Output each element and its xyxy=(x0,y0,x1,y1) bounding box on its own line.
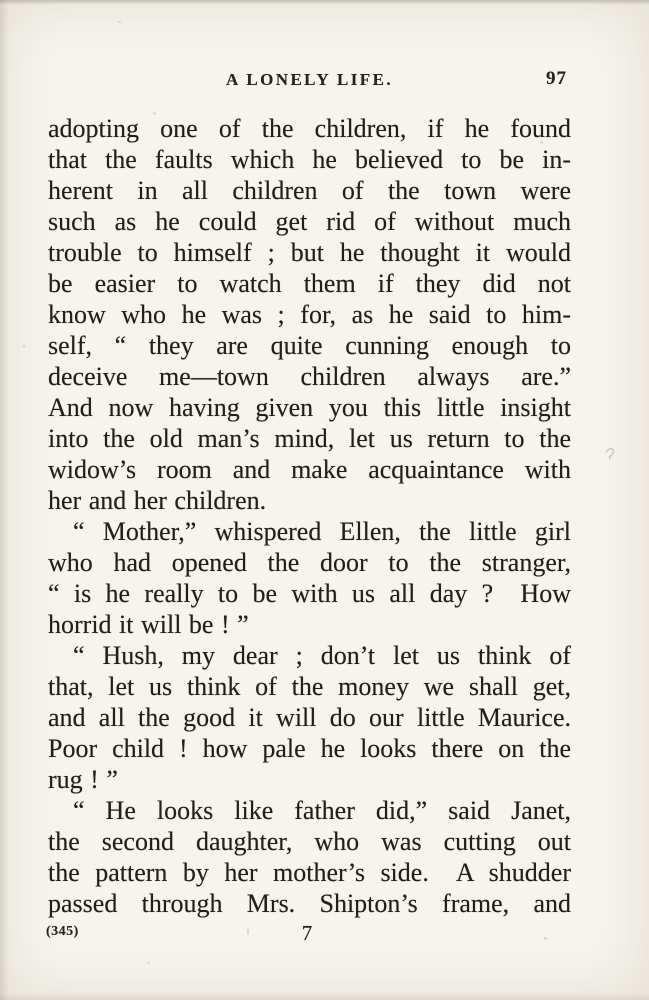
text-line: And now having given you this little insight xyxy=(48,393,571,422)
margin-ink-mark xyxy=(603,445,621,465)
body-text xyxy=(48,113,571,919)
text-line: widow’s room and make acquaintance with xyxy=(48,455,571,484)
text-line: the second daughter, who was cutting out xyxy=(48,827,571,856)
footer-page-number: 7 xyxy=(301,921,313,945)
text-line: that, let us think of the money we shall get, xyxy=(48,672,571,701)
text-line: and all the good it will do our little Maurice. xyxy=(48,703,571,732)
text-line: herent in all children of the town were xyxy=(48,176,571,205)
text-line: such as he could get rid of without much xyxy=(48,207,571,236)
text-line: know who he was ; for, as he said to him- xyxy=(48,300,571,329)
page-edge-shadow-bottom xyxy=(0,993,649,1000)
page-edge-shadow-top xyxy=(0,0,649,5)
text-line: trouble to himself ; but he thought it would xyxy=(48,238,571,267)
text-line: that the faults which he believed to be in- xyxy=(48,145,571,174)
text-line: rug ! ” xyxy=(48,765,118,794)
text-line: into the old man’s mind, let us return to the xyxy=(48,424,571,453)
text-line: be easier to watch them if they did not xyxy=(48,269,571,298)
text-line: adopting one of the children, if he found xyxy=(48,114,571,143)
text-line: “ is he really to be with us all day ? How xyxy=(48,579,571,608)
page-edge-shadow-left xyxy=(0,0,9,1000)
text-line: self, “ they are quite cunning enough to xyxy=(48,331,571,360)
page-number: 97 xyxy=(546,68,567,89)
text-line: “ He looks like father did,” said Janet, xyxy=(73,796,571,825)
running-header xyxy=(48,70,571,92)
text-line: who had opened the door to the stranger, xyxy=(48,548,571,577)
paper-speck xyxy=(23,345,25,348)
text-line: her and her children. xyxy=(48,486,267,515)
page-title: A LONELY LIFE. xyxy=(226,70,393,89)
text-line: deceive me—town children always are.” xyxy=(48,362,571,391)
paper-speck xyxy=(118,21,121,23)
signature-mark: (345) xyxy=(46,924,79,939)
text-line: “ Mother,” whispered Ellen, the little girl xyxy=(73,517,571,546)
text-line: “ Hush, my dear ; don’t let us think of xyxy=(73,641,571,670)
text-line: passed through Mrs. Shipton’s frame, and xyxy=(48,889,571,918)
text-line: the pattern by her mother’s side. A shudder xyxy=(48,858,571,887)
paper-speck xyxy=(147,962,150,964)
text-line: Poor child ! how pale he looks there on the xyxy=(48,734,571,763)
text-line: horrid it will be ! ” xyxy=(48,610,249,639)
